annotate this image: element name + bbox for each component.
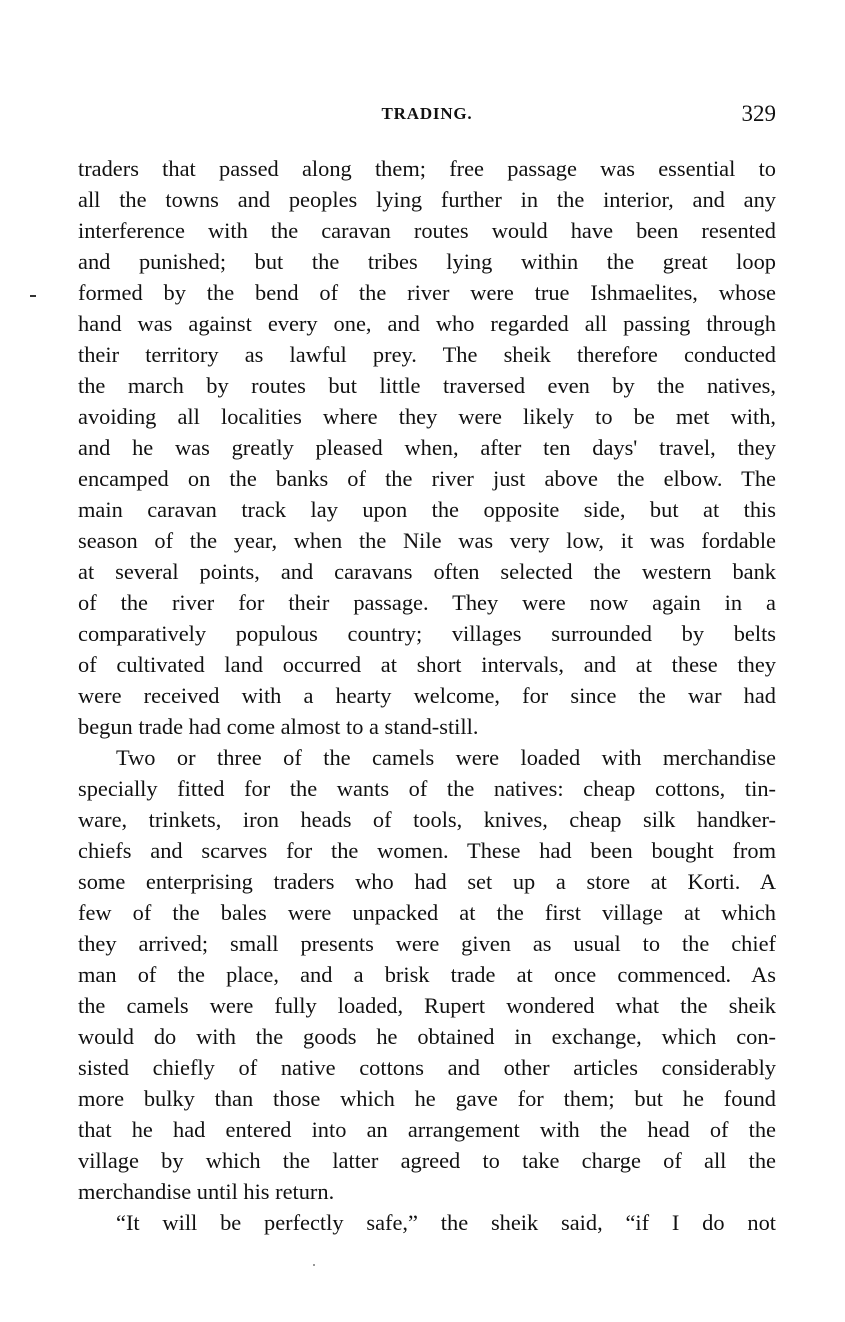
text-line: formed by the bend of the river were true Ishmaelites, whose [78,280,776,305]
text-line: specially fitted for the wants of the natives: cheap cottons, tin- [78,776,776,801]
text-line: hand was against every one, and who regarded all passing through [78,311,776,336]
text-line: comparatively populous country; villages surrounded by belts [78,621,776,646]
body-text [78,153,776,1238]
text-line: encamped on the banks of the river just above the elbow. The [78,466,776,491]
text-line: begun trade had come almost to a stand-still. [78,714,479,739]
text-line: more bulky than those which he gave for them; but he found [78,1086,776,1111]
text-line: and he was greatly pleased when, after ten days' travel, they [78,435,776,460]
stray-dot [313,1264,315,1266]
text-line: the march by routes but little traversed even by the natives, [78,373,776,398]
text-line: village by which the latter agreed to take charge of all the [78,1148,776,1173]
running-head: TRADING. [381,104,473,123]
text-line: few of the bales were unpacked at the first village at which [78,900,776,925]
text-line: all the towns and peoples lying further in the interior, and any [78,187,776,212]
text-line: the camels were fully loaded, Rupert wondered what the sheik [78,993,776,1018]
text-line: would do with the goods he obtained in exchange, which con- [78,1024,776,1049]
page-number: 329 [741,101,776,126]
text-line: of the river for their passage. They were now again in a [78,590,776,615]
text-line: merchandise until his return. [78,1179,335,1204]
text-line: Two or three of the camels were loaded with merchandise [116,745,776,770]
text-line: were received with a hearty welcome, for since the war had [78,683,776,708]
margin-mark [30,295,36,297]
text-line: their territory as lawful prey. The sheik therefore conducted [78,342,776,367]
text-line: some enterprising traders who had set up a store at Korti. A [78,869,776,894]
text-line: interference with the caravan routes would have been resented [78,218,776,243]
text-line: main caravan track lay upon the opposite side, but at this [78,497,776,522]
text-line: at several points, and caravans often selected the western bank [78,559,776,584]
text-line: and punished; but the tribes lying within the great loop [78,249,776,274]
text-line: avoiding all localities where they were likely to be met with, [78,404,776,429]
text-line: chiefs and scarves for the women. These had been bought from [78,838,776,863]
text-line: man of the place, and a brisk trade at once commenced. As [78,962,776,987]
text-line: they arrived; small presents were given as usual to the chief [78,931,776,956]
text-line: sisted chiefly of native cottons and other articles considerably [78,1055,776,1080]
text-line: traders that passed along them; free passage was essential to [78,156,776,181]
text-line: “It will be perfectly safe,” the sheik said, “if I do not [116,1210,776,1235]
text-line: of cultivated land occurred at short intervals, and at these they [78,652,776,677]
text-line: ware, trinkets, iron heads of tools, knives, cheap silk handker- [78,807,776,832]
page-header [78,101,776,132]
text-line: that he had entered into an arrangement with the head of the [78,1117,776,1142]
text-line: season of the year, when the Nile was very low, it was fordable [78,528,776,553]
